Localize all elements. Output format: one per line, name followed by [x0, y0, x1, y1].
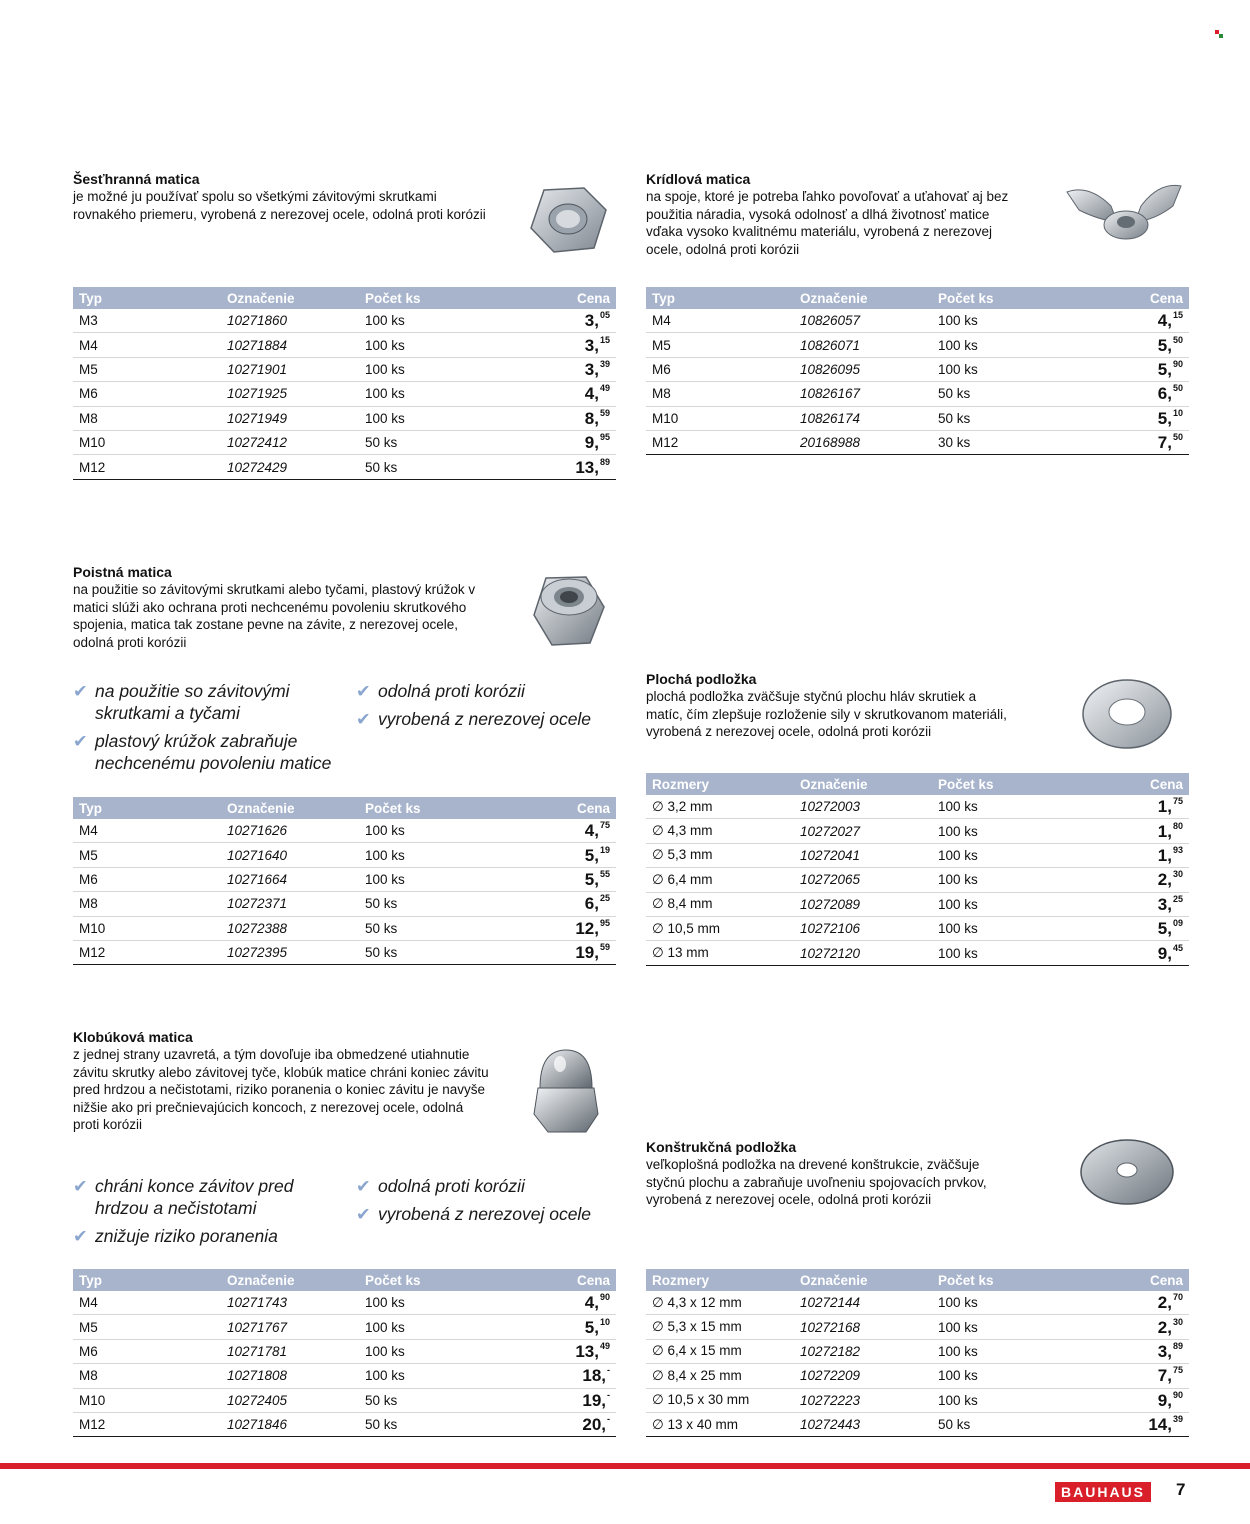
feature-item: ✔ znižuje riziko poranenia — [73, 1226, 278, 1246]
cap-nut-icon — [486, 1028, 616, 1143]
size-cell: ∅ 8,4 x 25 mm — [646, 1364, 794, 1388]
lock-nut-features — [73, 680, 343, 780]
col-header: Označenie — [221, 1269, 359, 1291]
type-cell: M5 — [646, 333, 794, 357]
col-header: Rozmery — [646, 1269, 794, 1291]
price-cell: 5,50 — [1092, 333, 1189, 357]
section-title: Konštrukčná podložka — [646, 1139, 797, 1155]
qty-cell: 100 ks — [932, 941, 1092, 965]
type-cell: M6 — [73, 867, 221, 891]
col-header: Počet ks — [932, 773, 1092, 795]
price-cell: 5,19 — [519, 843, 616, 867]
code-cell: 10272209 — [794, 1364, 932, 1388]
size-cell: ∅ 10,5 x 30 mm — [646, 1388, 794, 1412]
code-cell: 10272182 — [794, 1339, 932, 1363]
hex-nut-icon — [486, 170, 616, 270]
size-cell: ∅ 5,3 x 15 mm — [646, 1315, 794, 1339]
qty-cell: 100 ks — [359, 309, 519, 333]
lock-nut-features-right — [356, 680, 596, 736]
hex-nut-price-table — [73, 287, 616, 480]
qty-cell: 30 ks — [932, 430, 1092, 454]
check-icon: ✔ — [73, 681, 88, 701]
section-title: Poistná matica — [73, 564, 172, 580]
code-cell: 10826174 — [794, 406, 932, 430]
code-cell: 10271949 — [221, 406, 359, 430]
table-row — [73, 333, 616, 357]
size-cell: ∅ 8,4 mm — [646, 892, 794, 916]
price-cell: 18,- — [519, 1364, 616, 1388]
code-cell: 10272003 — [794, 795, 932, 819]
type-cell: M10 — [73, 430, 221, 454]
col-header: Typ — [73, 1269, 221, 1291]
code-cell: 10826071 — [794, 333, 932, 357]
code-cell: 10272405 — [221, 1388, 359, 1412]
table-row — [646, 382, 1189, 406]
qty-cell: 100 ks — [932, 1388, 1092, 1412]
table-row — [646, 795, 1189, 819]
price-cell: 1,75 — [1092, 795, 1189, 819]
price-cell: 7,50 — [1092, 430, 1189, 454]
check-icon: ✔ — [73, 731, 88, 751]
wing-nut-icon — [1059, 170, 1189, 270]
price-cell: 9,90 — [1092, 1388, 1189, 1412]
section-description: z jednej strany uzavretá, a tým dovoľuje iba obmedzené utiahnutie závitu skrutky alebo závitovej tyče, klobúk matice chráni koniec závitu pred hrdzou a nečistotami, riziko poranenia o koniec závitu je navyše nižšie ako pri prečnievajúcich koncoch, z nerezovej ocele, odolná proti korózii — [73, 1047, 489, 1132]
type-cell: M3 — [73, 309, 221, 333]
section-title: Plochá podložka — [646, 671, 757, 687]
qty-cell: 100 ks — [359, 867, 519, 891]
col-header: Označenie — [794, 287, 932, 309]
type-cell: M4 — [646, 309, 794, 333]
code-cell: 10826057 — [794, 309, 932, 333]
feature-item: ✔ vyrobená z nerezovej ocele — [356, 709, 592, 729]
code-cell: 10271767 — [221, 1315, 359, 1339]
qty-cell: 100 ks — [932, 1339, 1092, 1363]
table-row — [73, 455, 616, 479]
code-cell: 10272106 — [794, 916, 932, 940]
col-header: Počet ks — [359, 797, 519, 819]
qty-cell: 100 ks — [932, 916, 1092, 940]
price-cell: 7,75 — [1092, 1364, 1189, 1388]
table-row — [73, 1291, 616, 1315]
code-cell: 10271743 — [221, 1291, 359, 1315]
code-cell: 10272065 — [794, 868, 932, 892]
type-cell: M8 — [73, 406, 221, 430]
type-cell: M4 — [73, 819, 221, 843]
col-header: Označenie — [221, 287, 359, 309]
check-icon: ✔ — [73, 1176, 88, 1196]
code-cell: 20168988 — [794, 430, 932, 454]
price-cell: 3,39 — [519, 357, 616, 381]
qty-cell: 100 ks — [359, 819, 519, 843]
qty-cell: 50 ks — [932, 382, 1092, 406]
col-header: Cena — [1092, 773, 1189, 795]
section-description: plochá podložka zväčšuje styčnú plochu hláv skrutiek a matíc, čím zlepšuje rozloženie sily v skrutkovanom materiáli, vyrobená z nerezovej ocele, odolná proti korózii — [646, 689, 1007, 739]
col-header: Počet ks — [359, 1269, 519, 1291]
qty-cell: 100 ks — [359, 406, 519, 430]
price-cell: 3,05 — [519, 309, 616, 333]
table-row — [646, 892, 1189, 916]
feature-item: ✔ plastový krúžok zabraňuje nechcenému povoleniu matice — [73, 731, 332, 773]
type-cell: M6 — [73, 382, 221, 406]
lock-nut-price-table — [73, 797, 616, 965]
table-row — [73, 867, 616, 891]
price-cell: 5,90 — [1092, 357, 1189, 381]
qty-cell: 100 ks — [932, 1291, 1092, 1315]
table-row — [646, 868, 1189, 892]
col-header: Označenie — [794, 1269, 932, 1291]
price-cell: 3,25 — [1092, 892, 1189, 916]
section-description: na použitie so závitovými skrutkami alebo tyčami, plastový krúžok v matici slúži ako ochrana proti nechcenému povoleniu skrutkového spojenia, matica tak zostane pevne na závite, z nerezovej ocele, odolná proti korózii — [73, 582, 476, 650]
col-header: Cena — [519, 797, 616, 819]
table-row — [646, 941, 1189, 965]
table-row — [646, 1412, 1189, 1436]
qty-cell: 100 ks — [359, 843, 519, 867]
type-cell: M12 — [73, 940, 221, 964]
col-header: Označenie — [221, 797, 359, 819]
cap-nut-features-right — [356, 1175, 596, 1231]
price-cell: 12,95 — [519, 916, 616, 940]
construction-washer-icon — [1059, 1138, 1189, 1238]
col-header: Cena — [519, 1269, 616, 1291]
wing-nut-price-table — [646, 287, 1189, 455]
flat-washer-price-table — [646, 773, 1189, 966]
qty-cell: 100 ks — [359, 1339, 519, 1363]
price-cell: 19,- — [519, 1388, 616, 1412]
table-row — [646, 1364, 1189, 1388]
table-row — [646, 406, 1189, 430]
code-cell: 10271884 — [221, 333, 359, 357]
price-cell: 5,55 — [519, 867, 616, 891]
code-cell: 10271860 — [221, 309, 359, 333]
check-icon: ✔ — [356, 681, 371, 701]
code-cell: 10271808 — [221, 1364, 359, 1388]
code-cell: 10272144 — [794, 1291, 932, 1315]
col-header: Počet ks — [359, 287, 519, 309]
type-cell: M4 — [73, 1291, 221, 1315]
qty-cell: 100 ks — [932, 1315, 1092, 1339]
table-row — [73, 940, 616, 964]
qty-cell: 50 ks — [359, 455, 519, 479]
lock-nut-icon — [486, 563, 616, 663]
qty-cell: 50 ks — [359, 940, 519, 964]
price-cell: 14,39 — [1092, 1412, 1189, 1436]
footer-divider — [0, 1463, 1250, 1469]
col-header: Typ — [73, 797, 221, 819]
code-cell: 10271846 — [221, 1412, 359, 1436]
qty-cell: 100 ks — [932, 843, 1092, 867]
table-row — [73, 892, 616, 916]
qty-cell: 100 ks — [359, 1291, 519, 1315]
qty-cell: 100 ks — [932, 1364, 1092, 1388]
code-cell: 10272443 — [794, 1412, 932, 1436]
table-row — [646, 309, 1189, 333]
wing-nut-section — [646, 170, 1189, 280]
price-cell: 4,15 — [1092, 309, 1189, 333]
table-row — [73, 1339, 616, 1363]
table-row — [73, 406, 616, 430]
qty-cell: 100 ks — [932, 892, 1092, 916]
col-header: Označenie — [794, 773, 932, 795]
type-cell: M8 — [646, 382, 794, 406]
qty-cell: 100 ks — [932, 795, 1092, 819]
price-cell: 2,30 — [1092, 868, 1189, 892]
table-row — [646, 1291, 1189, 1315]
code-cell: 10272371 — [221, 892, 359, 916]
price-cell: 6,25 — [519, 892, 616, 916]
size-cell: ∅ 6,4 mm — [646, 868, 794, 892]
code-cell: 10272395 — [221, 940, 359, 964]
size-cell: ∅ 6,4 x 15 mm — [646, 1339, 794, 1363]
table-row — [73, 916, 616, 940]
code-cell: 10272412 — [221, 430, 359, 454]
table-row — [73, 382, 616, 406]
page-number: 7 — [1176, 1480, 1186, 1499]
qty-cell: 50 ks — [359, 916, 519, 940]
code-cell: 10272388 — [221, 916, 359, 940]
size-cell: ∅ 10,5 mm — [646, 916, 794, 940]
type-cell: M12 — [73, 1412, 221, 1436]
qty-cell: 100 ks — [932, 333, 1092, 357]
code-cell: 10272027 — [794, 819, 932, 843]
type-cell: M10 — [646, 406, 794, 430]
code-cell: 10272429 — [221, 455, 359, 479]
price-cell: 13,49 — [519, 1339, 616, 1363]
qty-cell: 100 ks — [359, 357, 519, 381]
price-cell: 5,09 — [1092, 916, 1189, 940]
qty-cell: 50 ks — [359, 1412, 519, 1436]
price-cell: 1,93 — [1092, 843, 1189, 867]
feature-item: ✔ odolná proti korózii — [356, 1176, 525, 1196]
qty-cell: 100 ks — [932, 357, 1092, 381]
price-cell: 1,80 — [1092, 819, 1189, 843]
price-cell: 3,15 — [519, 333, 616, 357]
table-row — [646, 357, 1189, 381]
table-row — [73, 1388, 616, 1412]
table-row — [646, 1388, 1189, 1412]
table-row — [73, 309, 616, 333]
type-cell: M5 — [73, 1315, 221, 1339]
cap-nut-price-table — [73, 1269, 616, 1437]
hex-nut-section — [73, 170, 616, 280]
type-cell: M12 — [646, 430, 794, 454]
flat-washer-icon — [1059, 670, 1189, 770]
section-description: je možné ju používať spolu so všetkými závitovými skrutkami rovnakého priemeru, vyrobená z nerezovej ocele, odolná proti korózii — [73, 189, 486, 222]
cap-nut-section — [73, 1028, 616, 1143]
size-cell: ∅ 4,3 mm — [646, 819, 794, 843]
feature-item: ✔ odolná proti korózii — [356, 681, 525, 701]
feature-item: ✔ vyrobená z nerezovej ocele — [356, 1204, 592, 1224]
table-row — [73, 1315, 616, 1339]
cap-nut-features — [73, 1175, 343, 1253]
qty-cell: 50 ks — [359, 1388, 519, 1412]
col-header: Rozmery — [646, 773, 794, 795]
qty-cell: 50 ks — [932, 406, 1092, 430]
table-row — [646, 843, 1189, 867]
section-description: na spoje, ktoré je potreba ľahko povoľovať a uťahovať aj bez použitia náradia, vysoká odolnosť a dlhá životnosť matice vďaka vysoko kvalitnému materiálu, vyrobená z nerezovej ocele, odolná proti korózii — [646, 189, 1009, 257]
price-cell: 4,90 — [519, 1291, 616, 1315]
bauhaus-logo: BAUHAUS — [1055, 1482, 1151, 1502]
price-cell: 3,89 — [1092, 1339, 1189, 1363]
code-cell: 10826095 — [794, 357, 932, 381]
col-header: Cena — [519, 287, 616, 309]
price-cell: 9,45 — [1092, 941, 1189, 965]
table-row — [646, 333, 1189, 357]
price-cell: 19,59 — [519, 940, 616, 964]
qty-cell: 100 ks — [359, 1364, 519, 1388]
section-title: Šesťhranná matica — [73, 171, 200, 187]
table-row — [646, 819, 1189, 843]
check-icon: ✔ — [73, 1226, 88, 1246]
construction-washer-price-table — [646, 1269, 1189, 1437]
type-cell: M10 — [73, 1388, 221, 1412]
type-cell: M8 — [73, 1364, 221, 1388]
qty-cell: 100 ks — [359, 1315, 519, 1339]
code-cell: 10271626 — [221, 819, 359, 843]
price-cell: 2,30 — [1092, 1315, 1189, 1339]
section-title: Krídlová matica — [646, 171, 751, 187]
code-cell: 10272041 — [794, 843, 932, 867]
code-cell: 10271640 — [221, 843, 359, 867]
type-cell: M6 — [646, 357, 794, 381]
feature-item: ✔ chráni konce závitov pred hrdzou a nečistotami — [73, 1176, 294, 1218]
table-row — [646, 1315, 1189, 1339]
size-cell: ∅ 3,2 mm — [646, 795, 794, 819]
type-cell: M5 — [73, 357, 221, 381]
type-cell: M8 — [73, 892, 221, 916]
type-cell: M6 — [73, 1339, 221, 1363]
size-cell: ∅ 5,3 mm — [646, 843, 794, 867]
type-cell: M5 — [73, 843, 221, 867]
price-cell: 5,10 — [1092, 406, 1189, 430]
price-cell: 9,95 — [519, 430, 616, 454]
size-cell: ∅ 13 x 40 mm — [646, 1412, 794, 1436]
qty-cell: 50 ks — [359, 430, 519, 454]
table-row — [73, 819, 616, 843]
check-icon: ✔ — [356, 709, 371, 729]
code-cell: 10271925 — [221, 382, 359, 406]
lock-nut-section — [73, 563, 616, 658]
type-cell: M10 — [73, 916, 221, 940]
qty-cell: 100 ks — [932, 309, 1092, 333]
col-header: Cena — [1092, 1269, 1189, 1291]
feature-item: ✔ na použitie so závitovými skrutkami a tyčami — [73, 681, 290, 723]
code-cell: 10272223 — [794, 1388, 932, 1412]
price-cell: 2,70 — [1092, 1291, 1189, 1315]
flat-washer-section — [646, 670, 1189, 765]
table-row — [73, 1412, 616, 1436]
table-row — [73, 1364, 616, 1388]
code-cell: 10271901 — [221, 357, 359, 381]
size-cell: ∅ 4,3 x 12 mm — [646, 1291, 794, 1315]
qty-cell: 100 ks — [932, 868, 1092, 892]
price-cell: 6,50 — [1092, 382, 1189, 406]
price-cell: 8,59 — [519, 406, 616, 430]
code-cell: 10271664 — [221, 867, 359, 891]
construction-washer-section — [646, 1138, 1189, 1233]
table-row — [73, 430, 616, 454]
price-cell: 5,10 — [519, 1315, 616, 1339]
section-description: veľkoplošná podložka na drevené konštrukcie, zväčšuje styčnú plochu a zabraňuje uvoľneniu spojovacích prvkov, vyrobená z nerezovej ocele, odolná proti korózii — [646, 1157, 987, 1207]
check-icon: ✔ — [356, 1204, 371, 1224]
type-cell: M4 — [73, 333, 221, 357]
code-cell: 10272089 — [794, 892, 932, 916]
col-header: Počet ks — [932, 1269, 1092, 1291]
col-header: Počet ks — [932, 287, 1092, 309]
corner-mark-icon — [1215, 30, 1223, 38]
table-row — [646, 430, 1189, 454]
col-header: Typ — [646, 287, 794, 309]
code-cell: 10272168 — [794, 1315, 932, 1339]
section-title: Klobúková matica — [73, 1029, 193, 1045]
table-row — [646, 916, 1189, 940]
check-icon: ✔ — [356, 1176, 371, 1196]
code-cell: 10271781 — [221, 1339, 359, 1363]
price-cell: 4,75 — [519, 819, 616, 843]
type-cell: M12 — [73, 455, 221, 479]
qty-cell: 100 ks — [359, 333, 519, 357]
price-cell: 4,49 — [519, 382, 616, 406]
qty-cell: 50 ks — [932, 1412, 1092, 1436]
qty-cell: 50 ks — [359, 892, 519, 916]
price-cell: 20,- — [519, 1412, 616, 1436]
col-header: Cena — [1092, 287, 1189, 309]
col-header: Typ — [73, 287, 221, 309]
qty-cell: 100 ks — [932, 819, 1092, 843]
qty-cell: 100 ks — [359, 382, 519, 406]
table-row — [73, 843, 616, 867]
code-cell: 10826167 — [794, 382, 932, 406]
price-cell: 13,89 — [519, 455, 616, 479]
table-row — [73, 357, 616, 381]
size-cell: ∅ 13 mm — [646, 941, 794, 965]
table-row — [646, 1339, 1189, 1363]
code-cell: 10272120 — [794, 941, 932, 965]
